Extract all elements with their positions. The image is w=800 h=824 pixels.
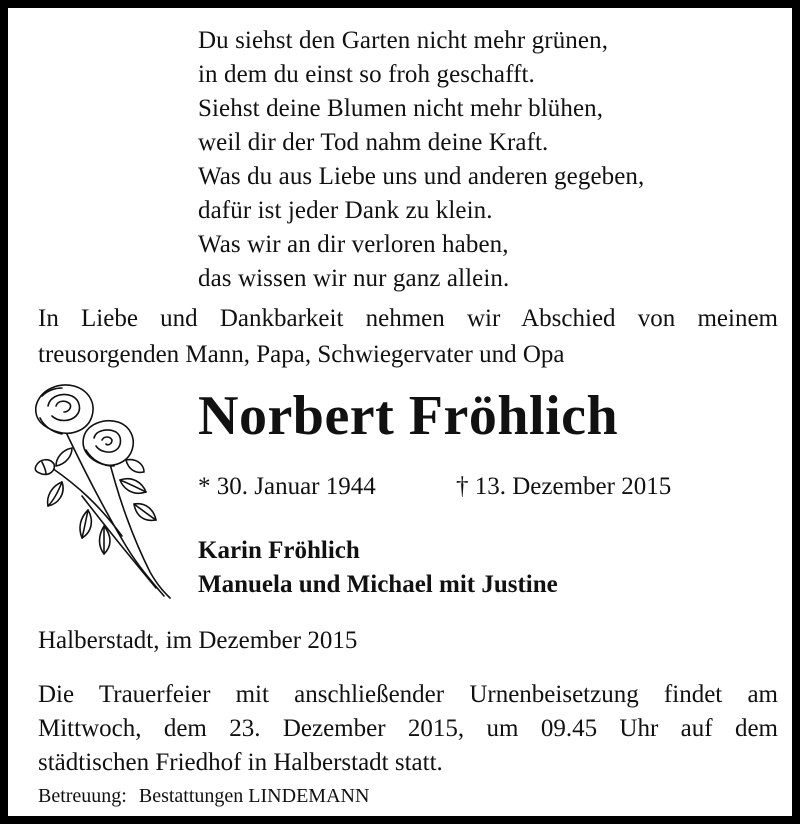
birth-date: * 30. Januar 1944 xyxy=(198,473,376,500)
farewell-intro xyxy=(38,301,778,373)
ceremony-info xyxy=(38,678,778,780)
family-member: Karin Fröhlich xyxy=(198,537,360,564)
funeral-care xyxy=(38,782,369,810)
ceremony-line: Die Trauerfeier mit anschließender Urnenbeisetzung findet am xyxy=(38,681,778,708)
ceremony-line: städtischen Friedhof in Halberstadt statt. xyxy=(38,749,443,776)
poem-line: Was du aus Liebe uns und anderen gegeben, xyxy=(198,163,645,190)
poem-line: dafür ist jeder Dank zu klein. xyxy=(198,197,493,224)
life-dates xyxy=(198,470,672,504)
poem xyxy=(198,24,644,296)
poem-line: Du siehst den Garten nicht mehr grünen, xyxy=(198,27,609,54)
roses-icon xyxy=(22,376,182,602)
death-date: † 13. Dezember 2015 xyxy=(456,473,672,500)
place-date: Halberstadt, im Dezember 2015 xyxy=(38,627,358,654)
ceremony-line: Mittwoch, dem 23. Dezember 2015, um 09.45 Uhr auf dem xyxy=(38,715,778,742)
care-provider: Bestattungen LINDEMANN xyxy=(138,785,370,807)
mourning-family xyxy=(198,534,558,602)
poem-line: Siehst deine Blumen nicht mehr blühen, xyxy=(198,95,604,122)
intro-line: treusorgenden Mann, Papa, Schwiegervater und Opa xyxy=(38,341,565,368)
poem-line: in dem du einst so froh geschafft. xyxy=(198,61,535,88)
care-label: Betreuung: xyxy=(38,785,127,807)
family-member: Manuela und Michael mit Justine xyxy=(198,571,558,598)
poem-line: weil dir der Tod nahm deine Kraft. xyxy=(198,129,549,156)
poem-line: das wissen wir nur ganz allein. xyxy=(198,265,510,292)
intro-line: In Liebe und Dankbarkeit nehmen wir Abschied von meinem xyxy=(38,305,778,332)
deceased-name: Norbert Fröhlich xyxy=(198,385,619,447)
poem-line: Was wir an dir verloren haben, xyxy=(198,231,509,258)
